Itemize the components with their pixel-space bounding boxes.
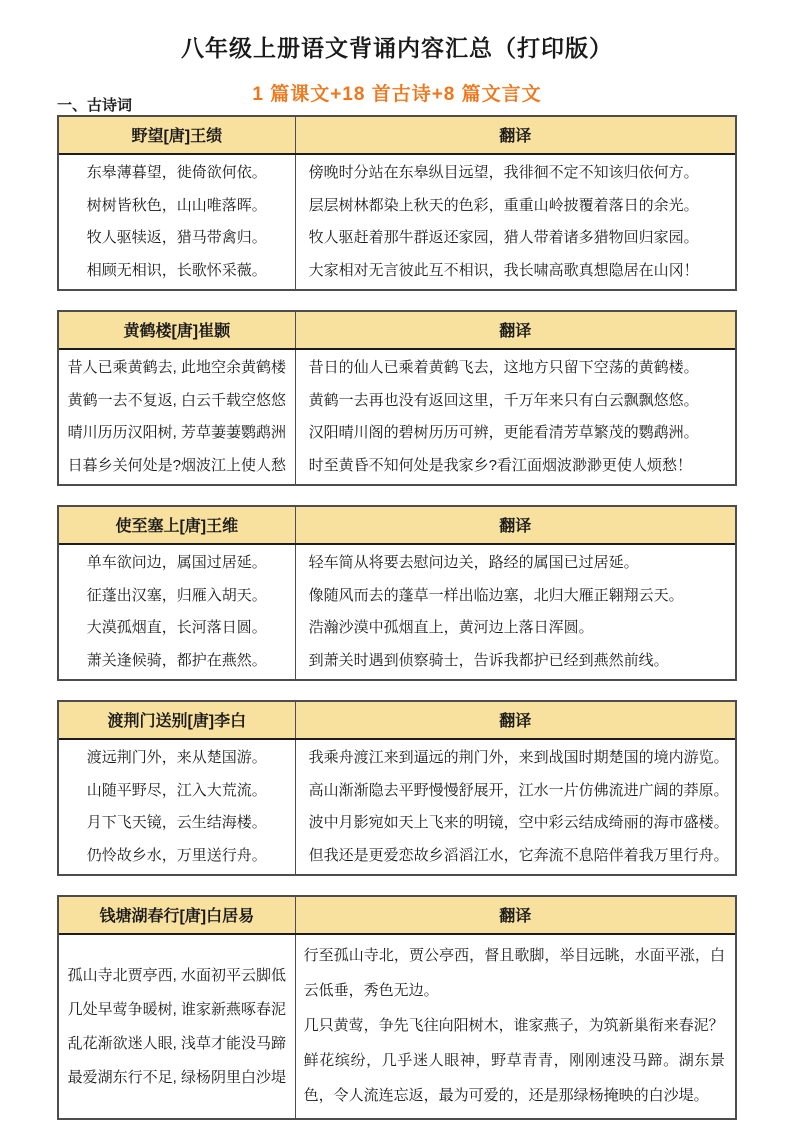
translation-column bbox=[296, 155, 735, 289]
translation-column bbox=[296, 350, 735, 484]
page-subtitle: 1 篇课文+18 首古诗+8 篇文言文 bbox=[252, 84, 542, 105]
subtitle-row bbox=[57, 79, 737, 115]
translation-line: 昔日的仙人已乘着黄鹤飞去，这地方只留下空荡的黄鹤楼。 bbox=[308, 359, 699, 376]
poem-table-qiantanghuchunxing bbox=[57, 895, 737, 1120]
translation-line: 轻车简从将要去慰问边关，路经的属国已过居延。 bbox=[308, 554, 639, 571]
table-body bbox=[59, 155, 735, 289]
translation-column bbox=[296, 545, 735, 679]
poem-line: 相顾无相识，长歌怀采薇。 bbox=[86, 261, 267, 279]
poem-table-huanghelou bbox=[57, 310, 737, 486]
poem-column bbox=[59, 935, 296, 1118]
translation-header: 翻译 bbox=[499, 713, 532, 730]
poem-title: 野望[唐]王绩 bbox=[59, 117, 296, 153]
page-title: 八年级上册语文背诵内容汇总（打印版） bbox=[181, 35, 613, 61]
poem-line: 乱花渐欲迷人眼, 浅草才能没马蹄 bbox=[67, 1034, 286, 1052]
poem-title: 使至塞上[唐]王维 bbox=[59, 507, 296, 543]
translation-line: 时至黄昏不知何处是我家乡?看江面烟波渺渺更使人烦愁！ bbox=[308, 456, 692, 474]
translation-paragraph: 几只黄莺，争先飞往向阳树木，谁家燕子，为筑新巢衔来春泥？ bbox=[303, 1017, 724, 1034]
translation-line: 像随风而去的蓬草一样出临边塞，北归大雁正翱翔云天。 bbox=[308, 586, 684, 604]
poem-line: 孤山寺北贾亭西, 水面初平云脚低 bbox=[67, 966, 286, 984]
poem-line: 大漠孤烟直，长河落日圆。 bbox=[86, 619, 267, 636]
translation-line: 层层树林都染上秋天的色彩，重重山岭披覆着落日的余光。 bbox=[308, 196, 699, 214]
translation-line: 黄鹤一去再也没有返回这里，千万年来只有白云飘飘悠悠。 bbox=[308, 391, 699, 409]
poem-line: 东皋薄暮望，徙倚欲何依。 bbox=[86, 164, 267, 181]
section-heading: 一、古诗词 bbox=[57, 97, 133, 114]
translation-line: 我乘舟渡江来到逼远的荆门外，来到战国时期楚国的境内游览。 bbox=[308, 749, 729, 766]
poem-title: 渡荆门送别[唐]李白 bbox=[59, 702, 296, 738]
poem-line: 月下飞天镜，云生结海楼。 bbox=[86, 814, 267, 831]
poem-line: 几处早莺争暖树, 谁家新燕啄春泥 bbox=[67, 1000, 286, 1018]
translation-header: 翻译 bbox=[499, 518, 532, 535]
poem-line: 征蓬出汉塞，归雁入胡天。 bbox=[86, 586, 267, 604]
poem-line: 晴川历历汉阳树, 芳草萋萋鹦鹉洲 bbox=[67, 424, 286, 441]
poem-line: 仍怜故乡水，万里送行舟。 bbox=[86, 846, 267, 864]
table-header bbox=[59, 702, 735, 740]
poem-line: 日暮乡关何处是?烟波江上使人愁 bbox=[67, 456, 286, 474]
translation-line: 但我还是更爱恋故乡滔滔江水，它奔流不息陪伴着我万里行舟。 bbox=[308, 846, 729, 864]
poem-title: 钱塘湖春行[唐]白居易 bbox=[59, 897, 296, 933]
poem-line: 牧人驱犊返，猎马带禽归。 bbox=[86, 229, 267, 246]
poem-table-dujingmensongbie bbox=[57, 700, 737, 876]
translation-header: 翻译 bbox=[499, 323, 532, 340]
table-header bbox=[59, 897, 735, 935]
translation-line: 浩瀚沙漠中孤烟直上，黄河边上落日浑圆。 bbox=[308, 619, 594, 636]
poem-column bbox=[59, 740, 296, 874]
table-body bbox=[59, 350, 735, 484]
table-header bbox=[59, 312, 735, 350]
translation-column bbox=[296, 740, 735, 874]
poem-line: 山随平野尽，江入大荒流。 bbox=[86, 781, 267, 799]
table-body bbox=[59, 740, 735, 874]
table-body bbox=[59, 545, 735, 679]
poem-table-yewang bbox=[57, 115, 737, 291]
poem-column bbox=[59, 545, 296, 679]
translation-line: 牧人驱赶着那牛群返还家园，猎人带着诸多猎物回归家园。 bbox=[308, 229, 699, 246]
translation-header: 翻译 bbox=[499, 128, 532, 145]
table-body bbox=[59, 935, 735, 1118]
poem-column bbox=[59, 350, 296, 484]
poem-title: 黄鹤楼[唐]崔颢 bbox=[59, 312, 296, 348]
poem-line: 昔人已乘黄鹤去, 此地空余黄鹤楼 bbox=[67, 359, 286, 376]
translation-header: 翻译 bbox=[499, 908, 532, 925]
poem-column bbox=[59, 155, 296, 289]
translation-column bbox=[296, 935, 735, 1118]
translation-paragraph: 行至孤山寺北，贾公亭西，督且歌脚，举目远眺，水面平涨，白云低垂，秀色无边。 bbox=[303, 947, 725, 999]
poem-line: 渡远荆门外，来从楚国游。 bbox=[86, 749, 267, 766]
translation-line: 波中月影宛如天上飞来的明镜，空中彩云结成绮丽的海市盛楼。 bbox=[308, 814, 729, 831]
table-header bbox=[59, 507, 735, 545]
poem-line: 黄鹤一去不复返, 白云千载空悠悠 bbox=[67, 391, 286, 409]
table-header bbox=[59, 117, 735, 155]
translation-line: 高山渐渐隐去平野慢慢舒展开，江水一片仿佛流进广阔的莽原。 bbox=[308, 781, 729, 799]
poem-line: 最爱湖东行不足, 绿杨阴里白沙堤 bbox=[67, 1068, 286, 1086]
poem-table-shizhisaishang bbox=[57, 505, 737, 681]
translation-line: 傍晚时分站在东皋纵目远望，我徘徊不定不知该归依何方。 bbox=[308, 164, 699, 181]
poem-line: 树树皆秋色，山山唯落晖。 bbox=[86, 196, 267, 214]
translation-line: 大家相对无言彼此互不相识，我长啸高歌真想隐居在山冈！ bbox=[308, 261, 699, 279]
poem-line: 单车欲问边，属国过居延。 bbox=[86, 554, 267, 571]
poem-line: 萧关逢候骑，都护在燕然。 bbox=[86, 651, 267, 669]
translation-line: 汉阳晴川阁的碧树历历可辨，更能看清芳草繁茂的鹦鹉洲。 bbox=[308, 424, 699, 441]
translation-line: 到萧关时遇到侦察骑士，告诉我都护已经到燕然前线。 bbox=[308, 651, 669, 669]
translation-paragraph: 鲜花缤纷，几乎迷人眼神，野草青青，刚刚速没马蹄。湖东景色，令人流连忘返，最为可爱的，还是那绿杨掩映的白沙堤。 bbox=[303, 1052, 725, 1104]
